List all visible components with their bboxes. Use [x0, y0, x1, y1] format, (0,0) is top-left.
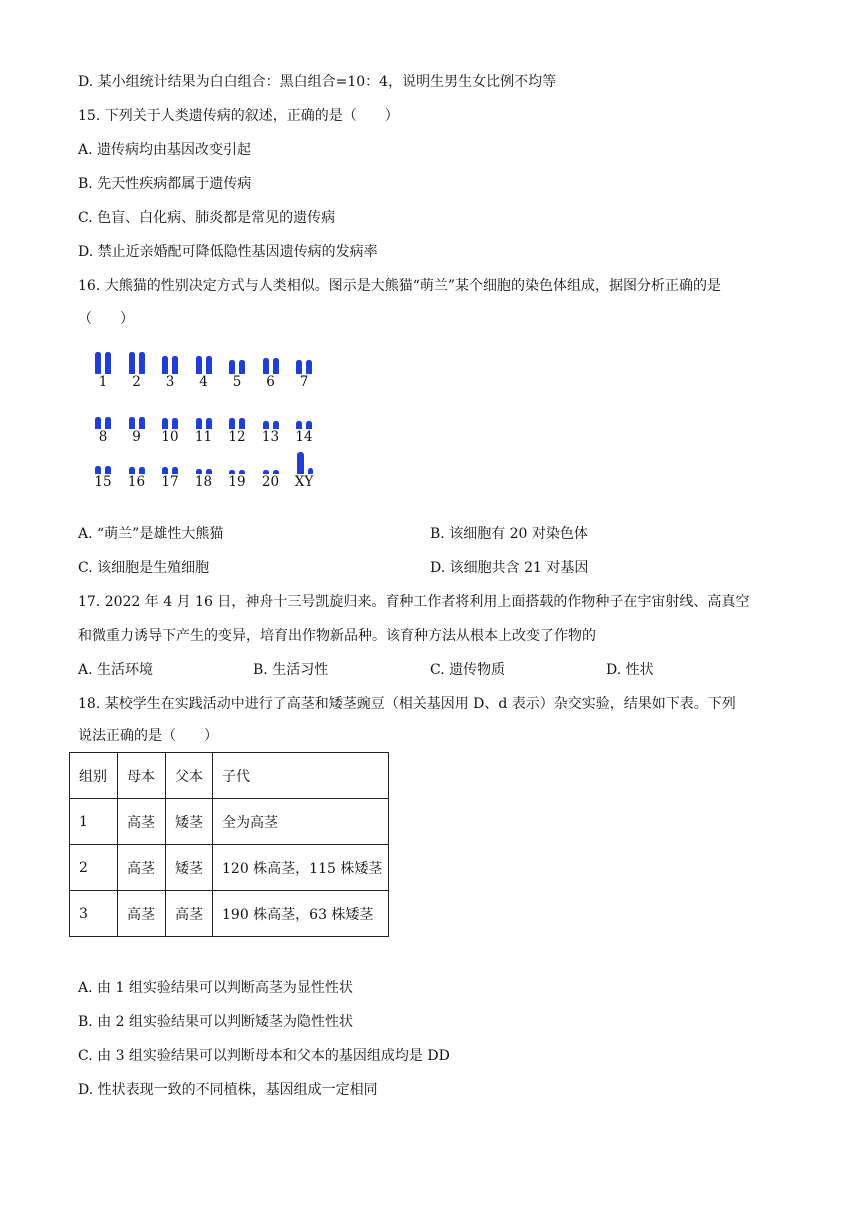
karyotype-pair: [88, 452, 118, 490]
table-cell: 高茎: [166, 891, 213, 937]
karyotype-label: 16: [127, 474, 146, 490]
table-cell: 矮茎: [166, 845, 213, 891]
table-cell: 3: [70, 891, 118, 937]
q16-option-a: A. “萌兰”是雄性大熊猫: [78, 526, 224, 542]
q16-option-c: C. 该细胞是生殖细胞: [78, 560, 210, 576]
karyotype-label: 14: [295, 429, 313, 445]
chromosome-pair-icon: [256, 352, 286, 374]
karyotype-label: 11: [194, 429, 213, 445]
q14-option-d: D. 某小组统计结果为白白组合：黑白组合=10：4，说明生男生女比例不均等: [78, 74, 557, 90]
q16-option-b: B. 该细胞有 20 对染色体: [430, 526, 588, 542]
q16-stem-line2: （ ）: [78, 311, 134, 327]
karyotype-label: 13: [261, 429, 280, 445]
q18-option-a: A. 由 1 组实验结果可以判断高茎为显性性状: [78, 980, 353, 996]
karyotype-label: 6: [266, 374, 275, 390]
karyotype-label: 2: [132, 374, 141, 390]
karyotype-pair: [222, 352, 252, 390]
table-cell: 高茎: [118, 799, 166, 845]
karyotype-label: 1: [98, 374, 108, 390]
karyotype-pair: [256, 352, 286, 390]
karyotype-pair: [88, 407, 118, 445]
karyotype-pair: [155, 352, 185, 390]
chromosome-pair-icon: [289, 407, 319, 429]
chromosome-pair-icon: [88, 452, 118, 474]
karyotype-pair: [256, 407, 286, 445]
chromosome-pair-icon: [88, 352, 118, 374]
karyotype-pair: [155, 407, 185, 445]
table-cell: 高茎: [118, 845, 166, 891]
table-cell: 高茎: [118, 891, 166, 937]
karyotype-label: 9: [132, 429, 141, 445]
chromosome-pair-icon: [155, 452, 185, 474]
chromosome-pair-icon: [189, 407, 219, 429]
chromosome-pair-icon: [289, 452, 319, 474]
chromosome-pair-icon: [189, 452, 219, 474]
karyotype-pair: [222, 452, 252, 490]
karyotype-pair: [122, 352, 152, 390]
table-header-cell: 子代: [213, 753, 389, 799]
karyotype-pair: [289, 407, 319, 445]
karyotype-label: 18: [194, 474, 213, 490]
q17-option-b: B. 生活习性: [253, 662, 329, 678]
q18-option-c: C. 由 3 组实验结果可以判断母本和父本的基因组成均是 DD: [78, 1048, 450, 1064]
karyotype-pair: [189, 407, 219, 445]
q18-option-b: B. 由 2 组实验结果可以判断矮茎为隐性性状: [78, 1014, 353, 1030]
table-row: [70, 845, 389, 891]
karyotype-label: 19: [228, 474, 246, 490]
q18-results-table: [69, 752, 389, 937]
karyotype-label: 17: [161, 474, 179, 490]
table-cell: 矮茎: [166, 799, 213, 845]
karyotype-pair: [122, 407, 152, 445]
table-row: [70, 891, 389, 937]
table-header-row: [70, 753, 389, 799]
table-header-cell: 父本: [166, 753, 213, 799]
q15-option-a: A. 遗传病均由基因改变引起: [78, 142, 252, 158]
chromosome-pair-icon: [222, 407, 252, 429]
table-cell: 120 株高茎，115 株矮茎: [213, 845, 389, 891]
table-row: [70, 799, 389, 845]
chromosome-pair-icon: [155, 407, 185, 429]
q17-option-d: D. 性状: [606, 662, 654, 678]
q17-stem-line2: 和微重力诱导下产生的变异，培育出作物新品种。该育种方法从根本上改变了作物的: [78, 628, 596, 644]
table-header-cell: 母本: [118, 753, 166, 799]
karyotype-label: 5: [232, 374, 242, 390]
q17-stem-line1: 17. 2022 年 4 月 16 日，神舟十三号凯旋归来。育种工作者将利用上面搭载的作物种子在宇宙射线、高真空: [78, 594, 750, 610]
chromosome-pair-icon: [88, 407, 118, 429]
q18-stem-line1: 18. 某校学生在实践活动中进行了高茎和矮茎豌豆（相关基因用 D、d 表示）杂交实验，结果如下表。下列: [78, 696, 736, 712]
karyotype-figure: [88, 352, 338, 502]
karyotype-label: 7: [299, 374, 309, 390]
table-cell: 190 株高茎，63 株矮茎: [213, 891, 389, 937]
q15-option-b: B. 先天性疾病都属于遗传病: [78, 176, 252, 192]
karyotype-label: 8: [98, 429, 108, 445]
karyotype-label: 20: [261, 474, 280, 490]
q17-option-a: A. 生活环境: [78, 662, 154, 678]
karyotype-label: 10: [161, 429, 179, 445]
karyotype-label: 4: [199, 374, 208, 390]
q15-option-d: D. 禁止近亲婚配可降低隐性基因遗传病的发病率: [78, 244, 378, 260]
q18-stem-line2: 说法正确的是（ ）: [78, 728, 218, 744]
q18-option-d: D. 性状表现一致的不同植株，基因组成一定相同: [78, 1082, 378, 1098]
karyotype-label: 15: [94, 474, 112, 490]
q16-option-d: D. 该细胞共含 21 对基因: [430, 560, 589, 576]
chromosome-pair-icon: [155, 352, 185, 374]
karyotype-pair: [289, 352, 319, 390]
karyotype-label: 3: [165, 374, 175, 390]
chromosome-pair-icon: [122, 352, 152, 374]
chromosome-pair-icon: [122, 452, 152, 474]
q17-option-c: C. 遗传物质: [430, 662, 506, 678]
q16-stem-line1: 16. 大熊猫的性别决定方式与人类相似。图示是大熊猫“萌兰”某个细胞的染色体组成，据图分析正确的是: [78, 278, 722, 294]
chromosome-pair-icon: [122, 407, 152, 429]
karyotype-pair: [122, 452, 152, 490]
q15-option-c: C. 色盲、白化病、肺炎都是常见的遗传病: [78, 210, 336, 226]
q15-stem: 15. 下列关于人类遗传病的叙述，正确的是（ ）: [78, 108, 399, 124]
karyotype-pair: [222, 407, 252, 445]
table-cell: 2: [70, 845, 118, 891]
chromosome-pair-icon: [222, 352, 252, 374]
karyotype-pair: [289, 452, 319, 490]
chromosome-pair-icon: [256, 452, 286, 474]
table-cell: 全为高茎: [213, 799, 389, 845]
chromosome-pair-icon: [222, 452, 252, 474]
chromosome-pair-icon: [256, 407, 286, 429]
karyotype-pair: [189, 452, 219, 490]
karyotype-pair: [88, 352, 118, 390]
karyotype-label: 12: [228, 429, 246, 445]
chromosome-pair-icon: [189, 352, 219, 374]
karyotype-label: XY: [294, 474, 314, 490]
karyotype-pair: [155, 452, 185, 490]
table-cell: 1: [70, 799, 118, 845]
table-header-cell: 组别: [70, 753, 118, 799]
karyotype-pair: [189, 352, 219, 390]
chromosome-pair-icon: [289, 352, 319, 374]
karyotype-pair: [256, 452, 286, 490]
